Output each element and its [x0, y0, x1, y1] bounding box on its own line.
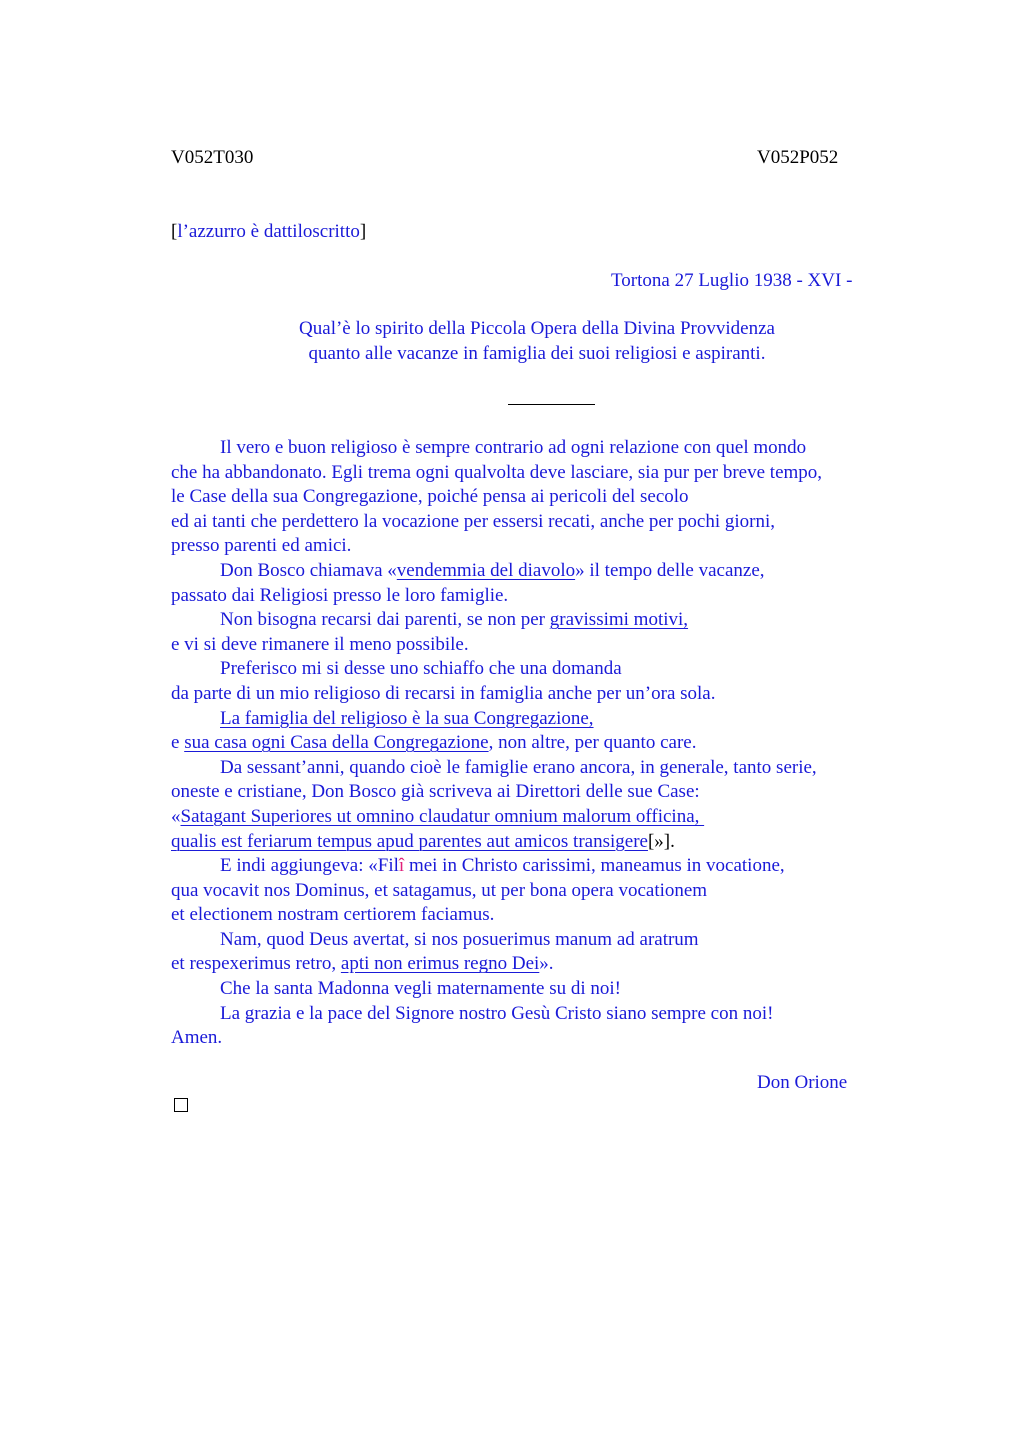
body-line: oneste e cristiane, Don Bosco già scriveva ai Direttori delle sue Case: — [171, 781, 700, 803]
underlined-phrase: sua casa ogni Casa della Congregazione — [184, 732, 489, 754]
body-line: Da sessant’anni, quando cioè le famiglie erano ancora, in generale, tanto serie, — [220, 756, 817, 778]
title-divider — [508, 404, 595, 405]
body-line: et respexerimus retro, apti non erimus regno Dei». — [171, 953, 554, 975]
header-left-code: V052T030 — [171, 147, 254, 168]
end-square-icon — [174, 1098, 188, 1112]
body-line: Nam, quod Deus avertat, si nos posuerimus manum ad aratrum — [220, 928, 699, 950]
body-line: le Case della sua Congregazione, poiché pensa ai pericoli del secolo — [171, 486, 689, 508]
body-line: presso parenti ed amici. — [171, 535, 352, 557]
underlined-phrase: La famiglia del religioso è la sua Congregazione, — [220, 707, 594, 729]
title-line-1: Qual’è lo spirito della Piccola Opera della Divina Provvidenza — [299, 318, 775, 339]
underlined-phrase: gravissimi motivi, — [549, 609, 689, 631]
body-line: Don Bosco chiamava «vendemmia del diavolo» il tempo delle vacanze, — [220, 559, 765, 581]
signature: Don Orione — [757, 1072, 848, 1093]
body-line: che ha abbandonato. Egli trema ogni qualvolta deve lasciare, sia pur per breve tempo, — [171, 461, 823, 483]
body-line: e sua casa ogni Casa della Congregazione, non altre, per quanto care. — [171, 732, 697, 754]
title-line-2: quanto alle vacanze in famiglia dei suoi religiosi e aspiranti. — [308, 343, 766, 364]
letter-body — [171, 436, 891, 1051]
body-line: da parte di un mio religioso di recarsi in famiglia anche per un’ora sola. — [171, 682, 716, 704]
body-line: passato dai Religiosi presso le loro famiglie. — [171, 584, 509, 606]
body-line: et electionem nostram certiorem faciamus. — [171, 904, 495, 926]
body-line: Amen. — [171, 1027, 223, 1049]
body-line: qualis est feriarum tempus apud parentes aut amicos transigere[»]. — [171, 830, 675, 852]
body-line — [171, 707, 891, 732]
body-line: Non bisogna recarsi dai parenti, se non per gravissimi motivi, — [220, 609, 689, 631]
body-line: Preferisco mi si desse uno schiaffo che una domanda — [220, 658, 622, 680]
dateline: Tortona 27 Luglio 1938 - XVI - — [611, 270, 853, 291]
body-line: «Satagant Superiores ut omnino claudatur omnium malorum officina, — [171, 805, 705, 827]
pink-char: î — [398, 855, 405, 877]
body-line: e vi si deve rimanere il meno possibile. — [171, 633, 469, 655]
body-line: Che la santa Madonna vegli maternamente su di noi! — [220, 978, 621, 1000]
underlined-phrase: Satagant Superiores ut omnino claudatur omnium malorum officina, — [180, 805, 705, 827]
body-line: qua vocavit nos Dominus, et satagamus, ut per bona opera vocationem — [171, 879, 708, 901]
body-line: ed ai tanti che perdettero la vocazione per essersi recati, anche per pochi giorni, — [171, 510, 776, 532]
underlined-phrase: apti non erimus regno Dei — [340, 953, 540, 975]
body-line: E indi aggiungeva: «Filî mei in Christo carissimi, maneamus in vocatione, — [220, 855, 785, 877]
body-line: La grazia e la pace del Signore nostro Gesù Cristo siano sempre con noi! — [220, 1002, 774, 1024]
header-right-code: V052P052 — [757, 147, 839, 168]
editor-note: [l’azzurro è dattiloscritto] — [171, 221, 367, 242]
body-line: Il vero e buon religioso è sempre contrario ad ogni relazione con quel mondo — [220, 437, 807, 458]
underlined-phrase: vendemmia del diavolo — [396, 559, 576, 581]
underlined-phrase: qualis est feriarum tempus apud parentes aut amicos transigere — [171, 830, 648, 852]
